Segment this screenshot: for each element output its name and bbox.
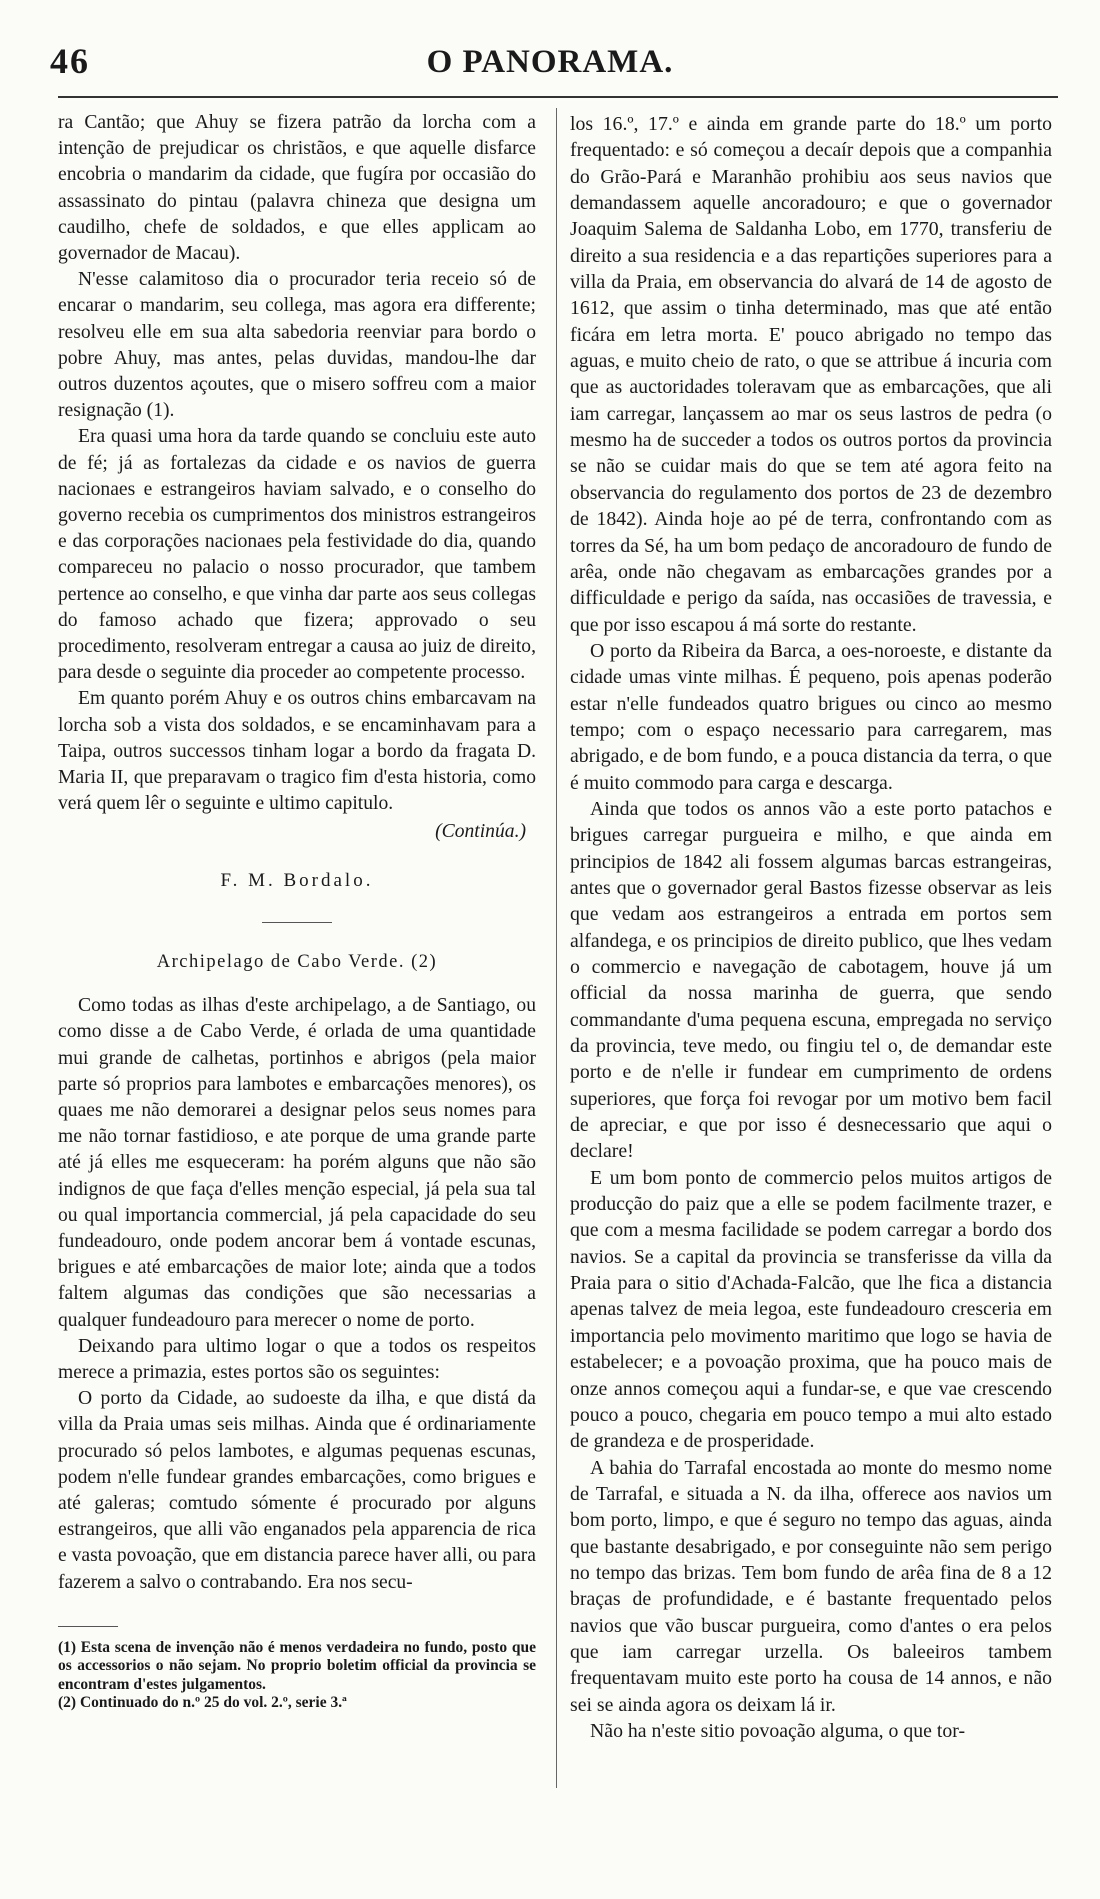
paragraph: ra Cantão; que Ahuy se fizera patrão da lorcha com a intenção de prejudicar os christãos, e que aquelle disfarce encobria o mandarim da cidade, que fugíra por occasião do assassinato do pintau (palavra chineza que designa um caudilho, chefe de soldados, e que elles applicam ao governador de Macau). (58, 112, 536, 265)
page-header (50, 40, 1050, 90)
paragraph: Ainda que todos os annos vão a este porto patachos e brigues carregar purgueira e milho, e que ainda em principios de 1842 ali fossem algumas barcas estrangeiras, antes que o governador geral Bastos fizesse observar as leis que vedam aos estrangeiros a entrada em portos sem alfandega, e os principios de direito publico, que lhes vedam o commercio e navegação de cabotagem, houve já um official da nossa marinha de guerra, que sendo commandante d'uma pequena escuna, empregada no serviço da provincia, teve medo, ou fingiu tel o, de demandar este porto e de n'elle ir fundear em cumprimento de ordens superiores, que força foi revogar por um motivo bem facil de apreciar, e que por isso é desnecessario que aqui o declare! (570, 797, 1052, 1163)
footnote-1: (1) Esta scena de invenção não é menos verdadeira no fundo, posto que os accessorios o não sejam. No proprio boletim official da provincia se encontram d'estes julgamentos. (58, 1638, 536, 1693)
footnotes (58, 1639, 536, 1713)
right-column (570, 111, 1052, 1744)
section-title: Archipelago de Cabo Verde. (2) (156, 951, 438, 972)
continua-note: (Continúa.) (435, 821, 526, 843)
column-divider (556, 108, 557, 1788)
paragraph: E um bom ponto de commercio pelos muitos artigos de producção do paiz que a elle se podem facilmente trazer, e que com a mesma facilidade se podem carregar a bordo dos navios. Se a capital da provincia se transferisse da villa da Praia para o sitio d'Achada-Falcão, que lhe fica a distancia apenas talvez de meia legoa, este fundeadouro cresceria em importancia pelo movimento maritimo que logo se havia de estabelecer; e a povoação proxima, que ha pouco mais de onze annos começou aqui a fundar-se, e que vae crescendo pouco a pouco, chegaria em pouco tempo a mui alto estado de grandeza e de prosperidade. (570, 1166, 1052, 1453)
paragraph: N'esse calamitoso dia o procurador teria receio só de encarar o mandarim, seu collega, mas agora era differente; resolveu elle em sua alta sabedoria reenviar para bordo o pobre Ahuy, mas antes, pelas duvidas, mandou-lhe dar outros duzentos açoutes, que o misero soffreu com a maior resignação (1). (58, 269, 536, 422)
paragraph: O porto da Cidade, ao sudoeste da ilha, e que distá da villa da Praia umas seis milhas. Ainda que é ordinariamente procurado só pelos lambotes, e algumas pequenas escunas, podem n'elle fundear grandes embarcações, como brigues e até galeras; comtudo sómente é procurado por alguns estrangeiros, que alli vão enganados pela apparencia de rica e vasta povoação, que em distancia parece haver alli, ou para fazerem a salvo o contrabando. Era nos secu- (58, 1388, 536, 1593)
author-signature: F. M. Bordalo. (220, 869, 374, 891)
header-rule (58, 96, 1058, 98)
paragraph: los 16.º, 17.º e ainda em grande parte do 18.º um porto frequentado: e só começou a decaír depois que a companhia do Grão-Pará e Maranhão prohibiu aos seus navios que demandassem aquelle ancoradouro; e que o governador Joaquim Salema de Saldanha Lobo, em 1770, transferiu de direito a sua residencia e a das repartições superiores para a villa da Praia, em observancia do alvará de 14 de agosto de 1612, que assim o tinha determinado, mas que até então ficára em letra morta. E' pouco abrigado no tempo das aguas, e muito cheio de rato, o que se attribue á incuria com que as auctoridades toleravam que as embarcações, que ali iam carregar, lançassem ao mar os seus lastros de pedra (o mesmo ha de succeder a todos os outros portos da provincia se não se cuidar mais do que se tem até agora feito na observancia do regulamento dos portos de 23 de dezembro de 1842). Ainda hoje ao pé de terra, confrontando com as torres da Sé, ha um bom pedaço de ancoradouro de fundo de arêa, onde não chegavam as embarcações grandes por a difficuldade e perigo da saída, nas occasiões de travessia, e que por isso escapou á má sorte do restante. (570, 113, 1052, 636)
paragraph: Em quanto porém Ahuy e os outros chins embarcavam na lorcha sob a vista dos soldados, e se encaminhavam para a Taipa, outros successos tinham logar a bordo da fragata D. Maria II, que preparavam o tragico fim d'esta historia, como verá quem lêr o seguinte e ultimo capitulo. (58, 688, 536, 815)
paragraph: Como todas as ilhas d'este archipelago, a de Santiago, ou como disse a de Cabo Verde, é orlada de uma quantidade mui grande de calhetas, portinhos e abrigos (pela maior parte só proprios para lambotes e embarcações menores), os quaes me não demorarei a designar pelos seus nomes para me não tornar fastidioso, e ate porque de uma grande parte até já elles me esqueceram: ha porém alguns que não são indignos de que faça d'elles menção especial, já pela sua tal ou qual importancia commercial, já pela capacidade do seu fundeadouro, onde podem ancorar bem á vontade escunas, brigues e até embarcações de maior lote; ainda que a todos faltem algumas das condições que são necessarias a qualquer fundeadouro para merecer o nome de porto. (58, 995, 536, 1331)
paragraph: O porto da Ribeira da Barca, a oes-noroeste, e distante da cidade umas vinte milhas. É pequeno, pois apenas poderão estar n'elle fundeados quatro brigues ou cinco ao mesmo tempo; com o espaço necessario para carregarem, mas abrigado, e de bom fundo, e a pouca distancia da terra, o que é muito commodo para carga e descarga. (570, 639, 1052, 794)
paragraph: Deixando para ultimo logar o que a todos os respeitos merece a primazia, estes portos são os seguintes: (58, 1335, 536, 1383)
left-column (58, 110, 536, 1713)
footnote-rule (58, 1626, 118, 1627)
paragraph: Era quasi uma hora da tarde quando se concluiu este auto de fé; já as fortalezas da cidade e os navios de guerra nacionaes e estrangeiros haviam salvado, e o conselho do governo recebia os cumprimentos dos ministros estrangeiros e das corporações nacionaes pela festividade do dia, quando compareceu no palacio o nosso procurador, que tambem pertence ao conselho, e que vinha dar parte aos seus collegas do famoso achado que fizera; approvado o seu procedimento, resolveram entregar a causa ao juiz de direito, para desde o seguinte dia proceder ao competente processo. (58, 426, 536, 684)
journal-title: O PANORAMA. (426, 44, 674, 80)
paragraph: Não ha n'este sitio povoação alguma, o que tor- (590, 1719, 966, 1742)
paragraph: A bahia do Tarrafal encostada ao monte do mesmo nome de Tarrafal, e situada a N. da ilha, offerece aos navios um bom porto, limpo, e que é seguro no tempo das aguas, ainda que bastante desabrigado, e por conseguinte não sem perigo no tempo das brizas. Tem bom fundo de arêa fina de 8 a 12 braças de profundidade, e é bastante frequentado pelos navios que vão buscar purgueira, como d'antes o era pelos que iam carregar urzella. Os baleeiros tambem frequentavam muito este porto ha cousa de 14 annos, e não sei se ainda agora os deixam lá ir. (570, 1456, 1052, 1716)
page-number: 46 (50, 41, 90, 81)
section-separator (262, 922, 332, 923)
footnote-2: (2) Continuado do n.º 25 do vol. 2.º, serie 3.ª (58, 1694, 347, 1712)
